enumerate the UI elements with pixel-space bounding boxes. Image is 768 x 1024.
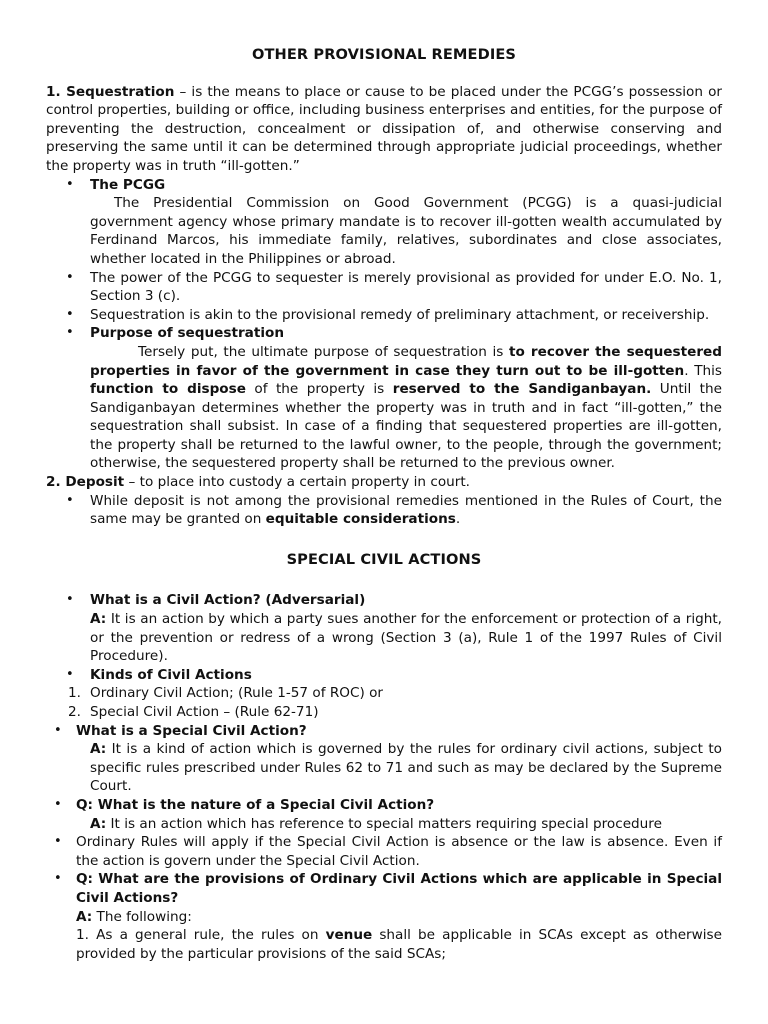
page-title: OTHER PROVISIONAL REMEDIES <box>251 46 517 63</box>
list-item <box>46 324 722 473</box>
purpose-heading: Purpose of sequestration <box>90 325 285 342</box>
answer-paragraph: A: The following: <box>76 908 192 925</box>
sequestration-term: 1. Sequestration <box>46 83 175 100</box>
question-heading: What is a Civil Action? (Adversarial) <box>90 592 366 609</box>
list-item: • Sequestration is akin to the provisional remedy of preliminary attachment, or receivership. <box>46 306 722 325</box>
purpose-paragraph: Tersely put, the ultimate purpose of sequestration is to recover the sequestered properties in favor of the government in case they turn out to be ill-gotten. This function to dispose of the property is reserved to the Sandiganbayan. Until the Sandiganbayan determines whether the property was in truth and in fact “ill-gotten,” the sequestration shall subsist. In case of a finding that sequestered properties are ill-gotten, the property shall be returned to the lawful owner, to the people, through the government; otherwise, the sequestered property shall be returned to the previous owner. <box>90 343 723 472</box>
kinds-heading: Kinds of Civil Actions <box>90 666 252 683</box>
list-item <box>46 722 722 796</box>
sequestration-definition: 1. Sequestration – is the means to place or cause to be placed under the PCGG’s possession or control properties, building or office, including business enterprises and entities, for the purpose of preventing the destruction, concealment or dissipation of, and otherwise conserving and preserving the same until it can be determined through appropriate judicial proceedings, whether the property was in truth “ill-gotten.” <box>46 83 722 174</box>
list-item: • Ordinary Rules will apply if the Special Civil Action is absence or the law is absence. Even if the action is govern under the Special Civil Action. <box>46 833 722 870</box>
list-item <box>46 870 722 963</box>
special-civil-action-bullets <box>46 722 722 964</box>
list-item <box>46 666 722 685</box>
list-item <box>46 591 722 665</box>
list-item <box>46 176 722 269</box>
section-title: SPECIAL CIVIL ACTIONS <box>286 550 482 568</box>
answer-paragraph: A: It is a kind of action which is governed by the rules for ordinary civil actions, subject to specific rules prescribed under Rules 62 to 71 and such as may be declared by the Supreme Court. <box>90 741 722 795</box>
deposit-bullets <box>46 492 722 529</box>
question-heading: Q: What are the provisions of Ordinary Civil Actions which are applicable in Special Civil Actions? <box>76 871 722 906</box>
list-item: 1. Ordinary Civil Action; (Rule 1-57 of ROC) or <box>68 685 383 702</box>
deposit-definition: 2. Deposit – to place into custody a certain property in court. <box>46 474 470 491</box>
question-heading: Q: What is the nature of a Special Civil Action? <box>76 796 435 813</box>
list-item: 2. Special Civil Action – (Rule 62-71) <box>68 704 319 720</box>
question-heading: What is a Special Civil Action? <box>76 722 307 739</box>
list-item: • The power of the PCGG to sequester is merely provisional as provided for under E.O. No. 1, Section 3 (c). <box>46 269 722 306</box>
answer-paragraph: A: It is an action which has reference to special matters requiring special procedure <box>90 815 662 832</box>
answer-paragraph: A: It is an action by which a party sues another for the enforcement or protection of a right, or the prevention or redress of a wrong (Section 3 (a), Rule 1 of the 1997 Rules of Civil Procedure). <box>90 611 722 665</box>
sequestration-bullets <box>46 176 722 474</box>
kinds-list <box>46 684 722 721</box>
list-item: • While deposit is not among the provisional remedies mentioned in the Rules of Court, the same may be granted on equitable considerations. <box>46 492 722 529</box>
rule-paragraph: 1. As a general rule, the rules on venue shall be applicable in SCAs except as otherwise provided by the particular provisions of the said SCAs; <box>76 927 722 962</box>
deposit-term: 2. Deposit <box>46 474 125 491</box>
pcgg-heading: The PCGG <box>90 176 166 193</box>
pcgg-paragraph: The Presidential Commission on Good Government (PCGG) is a quasi-judicial government agency whose primary mandate is to recover ill-gotten wealth accumulated by Ferdinand Marcos, his immediate family, relatives, subordinates and close associates, whether located in the Philippines or abroad. <box>90 195 722 267</box>
civil-action-bullets <box>46 591 722 684</box>
list-item <box>46 796 722 833</box>
